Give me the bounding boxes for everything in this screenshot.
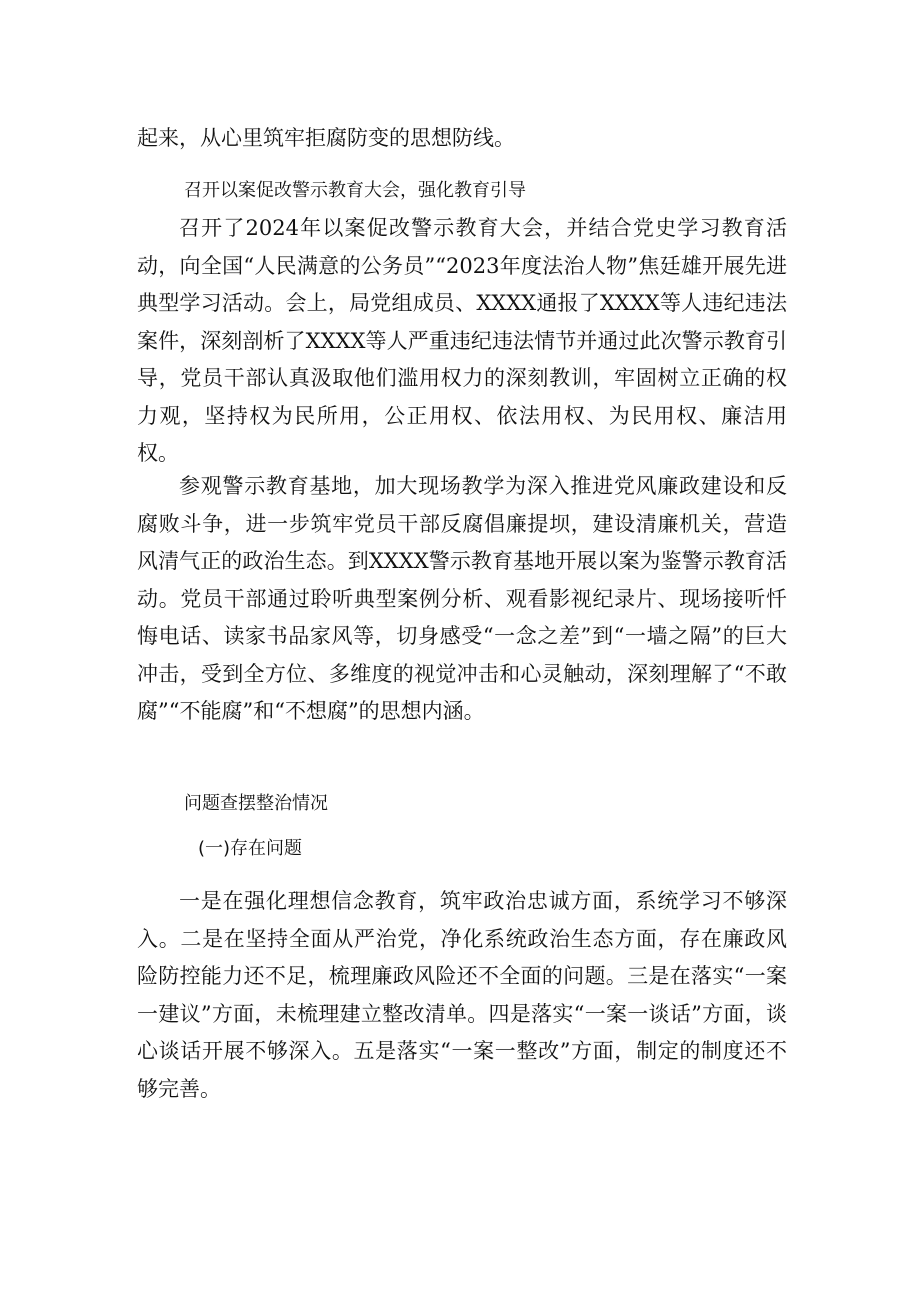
section-heading-warning-meeting: 召开以案促改警示教育大会，强化教育引导 — [184, 180, 526, 201]
carryover-paragraph: 起来，从心里筑牢拒腐防变的思想防线。 — [137, 126, 515, 150]
problems-paragraph: 一是在强化理想信念教育，筑牢政治忠诚方面，系统学习不够深入。二是在坚持全面从严治党，净化系统政治生态方面，存在廉政风险防控能力还不足，梳理廉政风险还不全面的问题。三是在落实“一案一建议”方面，未梳理建立整改清单。四是落实“一案一谈话”方面，谈心谈话开展不够深入。五是落实“一案一整改”方面，制定的制度还不够完善。 — [137, 889, 787, 1101]
base-visit-paragraph: 参观警示教育基地，加大现场教学为深入推进党风廉政建设和反腐败斗争，进一步筑牢党员干部反腐倡廉提坝，建设清廉机关，营造风清气正的政治生态。到XXXX警示教育基地开展以案为鉴警示教育活动。党员干部通过聆听典型案例分析、观看影视纪录片、现场接听忏悔电话、读家书品家风等，切身感受“一念之差”到“一墙之隔”的巨大冲击，受到全方位、多维度的视觉冲击和心灵触动，深刻理解了“不敢腐”“不能腐”和“不想腐”的思想内涵。 — [137, 474, 787, 723]
subheading-existing-problems: (一)存在问题 — [198, 838, 303, 859]
meeting-paragraph: 召开了2024年以案促改警示教育大会，并结合党史学习教育活动，向全国“人民满意的公务员”“2023年度法治人物”焦廷雄开展先进典型学习活动。会上，局党组成员、XXXX通报了XXXX等人违纪违法案件，深刻剖析了XXXX等人严重违纪违法情节并通过此次警示教育引导，党员干部认真汲取他们滥用权力的深刻教训，牢固树立正确的权力观，坚持权为民所用，公正用权、依法用权、为民用权、廉洁用权。 — [137, 216, 787, 465]
section-heading-problems: 问题查摆整治情况 — [184, 793, 328, 814]
